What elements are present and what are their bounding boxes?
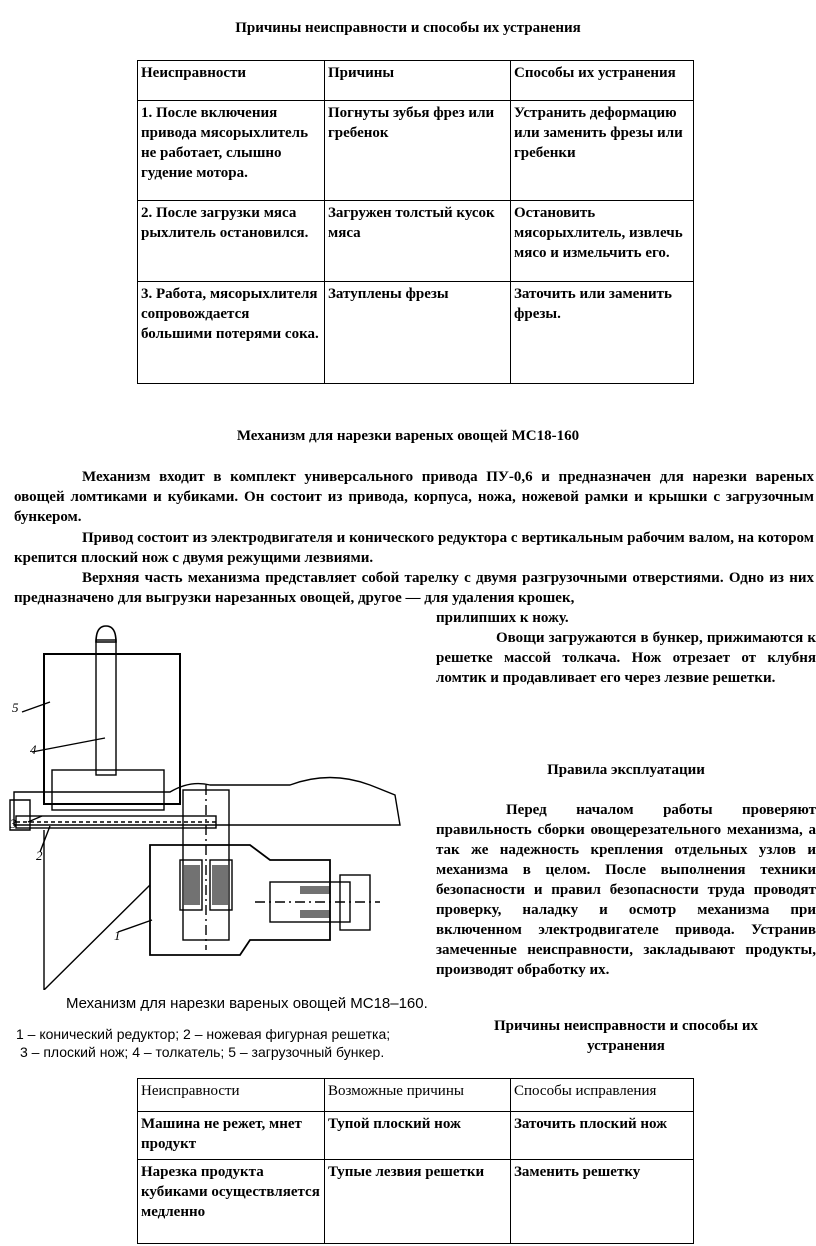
table-cell: Загружен толстый кусок мяса [325,201,511,282]
faults-table-1 [137,60,694,384]
table-cell: Затуплены фрезы [325,282,511,384]
table-row [138,201,694,282]
table-row [138,282,694,384]
table-cell: Нарезка продукта кубиками осуществляется медленно [138,1160,325,1244]
operation-rules-text: Перед началом работы проверяют правильность сборки овощерезательного механизма, а так же надежность крепления отдельных узлов и механизма в целом. После выполнения техники безопасности и правил безопасности труда проводят проверку, наладку и осмотр механизма при включенном электродвигателе привода. Устранив замеченные неисправности, закладывают продукты, производят обработку их. [436,802,816,978]
table-cell: Тупой плоский нож [325,1112,511,1160]
header-cell: Причины [325,61,511,101]
header-cell: Неисправности [138,1079,325,1112]
table-cell: Заменить решетку [511,1160,694,1244]
figure-label-2: 2 [36,848,43,863]
figure-label-1: 1 [114,928,121,943]
table-cell: Заточить плоский нож [511,1112,694,1160]
paragraph: Привод состоит из электродвигателя и конического редуктора с вертикальным рабочим валом, на котором крепится плоский нож с двумя режущими лезвиями. [14,530,814,566]
paragraph: Овощи загружаются в бункер, прижимаются к решетке массой толкача. Нож отрезает от клубня ломтик и продавливает его через лезвие решетки. [436,630,816,686]
table-cell: Тупые лезвия решетки [325,1160,511,1244]
section4-title-line2: устранения [587,1038,665,1054]
header-cell: Неисправности [138,61,325,101]
header-cell: Возможные причины [325,1079,511,1112]
mechanism-drawing [0,620,430,990]
header-cell: Способы их устранения [511,61,694,101]
section1-title: Причины неисправности и способы их устранения [235,20,581,36]
figure-label-5: 5 [12,700,19,715]
table-cell: Заточить или заменить фрезы. [511,282,694,384]
table-cell: 2. После загрузки мяса рыхлитель остановился. [138,201,325,282]
paragraph: Верхняя часть механизма представляет собой тарелку с двумя разгрузочными отверстиями. Одно из них предназначено для выгрузки нарезанных овощей, другое — для удаления крошек, [14,570,814,606]
table-header-row [138,61,694,101]
figure-caption-title: Механизм для нарезки вареных овощей МС18–160. [66,995,428,1012]
section4-title-line1: Причины неисправности и способы их [493,1018,759,1034]
table-cell: Погнуты зубья фрез или гребенок [325,101,511,201]
table-cell: Машина не режет, мнет продукт [138,1112,325,1160]
table-cell: Устранить деформацию или заменить фрезы или гребенки [511,101,694,201]
figure-label-4: 4 [30,742,37,757]
figure-caption-line: 3 – плоский нож; 4 – толкатель; 5 – загрузочный бункер. [20,1044,385,1060]
table-cell: Остановить мясорыхлитель, извлечь мясо и измельчить его. [511,201,694,282]
paragraph: Механизм входит в комплект универсального привода ПУ-0,6 и предназначен для нарезки вареных овощей ломтиками и кубиками. Он состоит из привода, корпуса, ножа, ножевой рамки и крышки с загрузочным бункером. [14,469,814,525]
table-cell: 1. После включения привода мясорыхлитель не работает, слышно гудение мотора. [138,101,325,201]
table-header-row [138,1079,694,1112]
figure-label-3: 3 [10,816,17,831]
table-cell: 3. Работа, мясорыхлителя сопровождается большими потерями сока. [138,282,325,384]
table-row [138,101,694,201]
table-row [138,1160,694,1244]
section2-title: Механизм для нарезки вареных овощей МС18-160 [236,428,580,444]
section3-title: Правила эксплуатации [547,762,705,778]
faults-table-2 [137,1078,694,1244]
paragraph: прилипших к ножу. [436,610,569,626]
figure-caption-line: 1 – конический редуктор; 2 – ножевая фигурная решетка; [16,1026,391,1042]
header-cell: Способы исправления [511,1079,694,1112]
table-row [138,1112,694,1160]
